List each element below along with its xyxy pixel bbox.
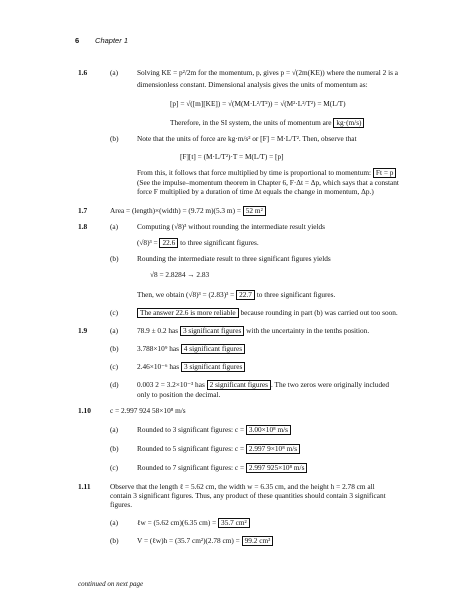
- text-line: The answer 22.6 is more reliable because rounding in part (b) was carried out too soon.: [137, 308, 398, 318]
- equation: [p] = √([m][KE]) = √(M(M·L²/T²)) = √(M²·L²/T²) = M(L/T): [170, 99, 346, 108]
- chapter-title: Chapter 1: [95, 36, 128, 45]
- text-line: Computing (√8)³ without rounding the intermediate result yields: [137, 222, 325, 231]
- answer-box: 99.2 cm³: [242, 536, 274, 546]
- text-line: Area = (length)×(width) = (9.72 m)(5.3 m) = 52 m²: [110, 206, 266, 216]
- problem-number: 1.6: [78, 68, 88, 77]
- part-label: (b): [110, 536, 119, 545]
- text-line: force F multiplied by a duration of time Δt equals the change in momentum, Δp.): [137, 187, 374, 196]
- text-line: V = (ℓw)h = (35.7 cm²)(2.78 cm) = 99.2 cm³: [137, 536, 273, 546]
- answer-box: Ft = p: [373, 168, 397, 178]
- answer-box: 22.7: [236, 290, 255, 300]
- answer-box: 2.997 9×10⁸ m/s: [246, 444, 300, 454]
- text-line: ℓw = (5.62 cm)(6.35 cm) = 35.7 cm²: [137, 518, 250, 528]
- text-line: Rounded to 3 significant figures: c = 3.00×10⁸ m/s: [137, 425, 291, 435]
- part-label: (c): [110, 463, 119, 472]
- problem-number: 1.9: [78, 326, 88, 335]
- answer-box: 52 m²: [243, 206, 266, 216]
- page-header: [75, 36, 128, 45]
- text-line: only to position the decimal.: [137, 390, 221, 399]
- text-line: (√8)³ = 22.6 to three significant figures.: [137, 238, 259, 247]
- answer-box: kg·(m/s): [333, 118, 364, 128]
- part-label: (b): [110, 134, 119, 143]
- text-line: Rounding the intermediate result to three significant figures yields: [137, 254, 331, 263]
- text-line: Rounded to 5 significant figures: c = 2.997 9×10⁸ m/s: [137, 444, 300, 454]
- text-line: (See the impulse–momentum theorem in Chapter 6, F·Δt = Δp, which says that a constant: [137, 178, 399, 187]
- answer-box: 2 significant figures: [207, 380, 271, 390]
- problem-number: 1.8: [78, 222, 88, 231]
- text-line: Then, we obtain (√8)³ = (2.83)³ = 22.7 to three significant figures.: [137, 290, 336, 299]
- part-label: (a): [110, 425, 119, 434]
- part-label: (b): [110, 344, 119, 353]
- text-line: Therefore, in the SI system, the units of momentum are kg·(m/s): [170, 118, 364, 128]
- problem-number: 1.10: [78, 406, 91, 415]
- text-line: Rounded to 7 significant figures: c = 2.997 925×10⁸ m/s: [137, 463, 307, 473]
- text-line: c = 2.997 924 58×10⁸ m/s: [110, 406, 186, 415]
- text-line: 2.46×10⁻⁶ has 3 significant figures: [137, 362, 245, 372]
- problem-number: 1.7: [78, 206, 88, 215]
- answer-box: 3 significant figures: [181, 362, 245, 372]
- text-line: dimensionless constant. Dimensional analysis gives the units of momentum as:: [137, 80, 368, 89]
- footer-note: continued on next page: [78, 580, 144, 588]
- answer-box: 3.00×10⁸ m/s: [246, 425, 291, 435]
- equation: √8 = 2.8284 → 2.83: [150, 270, 210, 279]
- text-line: Solving KE = p²/2m for the momentum, p, gives p = √(2m(KE)) where the numeral 2 is a: [137, 68, 399, 77]
- text-line: 0.003 2 = 3.2×10⁻³ has 2 significant figures . The two zeros were originally included: [137, 380, 389, 389]
- part-label: (a): [110, 518, 119, 527]
- text-line: figures.: [110, 500, 133, 509]
- answer-box: 2.997 925×10⁸ m/s: [246, 463, 308, 473]
- text-line: Note that the units of force are kg·m/s² or [F] = M·L/T². Then, observe that: [137, 134, 357, 143]
- part-label: (b): [110, 444, 119, 453]
- part-label: (a): [110, 68, 119, 77]
- page-number: 6: [75, 36, 80, 45]
- answer-box: 22.6: [159, 238, 178, 248]
- part-label: (c): [110, 362, 119, 371]
- equation: [F][t] = (M·L/T²)·T = M(L/T) = [p]: [180, 152, 284, 161]
- problem-number: 1.11: [78, 482, 91, 491]
- answer-box: 3 significant figures: [180, 326, 244, 336]
- part-label: (a): [110, 326, 119, 335]
- answer-box: 4 significant figures: [181, 344, 245, 354]
- text-line: 3.788×10⁹ has 4 significant figures: [137, 344, 245, 354]
- part-label: (c): [110, 308, 119, 317]
- part-label: (d): [110, 380, 119, 389]
- part-label: (b): [110, 254, 119, 263]
- text-line: 78.9 ± 0.2 has 3 significant figures with the uncertainty in the tenths position.: [137, 326, 370, 335]
- part-label: (a): [110, 222, 119, 231]
- answer-box: 35.7 cm²: [218, 518, 250, 528]
- text-line: From this, it follows that force multiplied by time is proportional to momentum: Ft = p: [137, 168, 396, 178]
- answer-box: The answer 22.6 is more reliable: [137, 308, 239, 318]
- text-line: Observe that the length ℓ = 5.62 cm, the width w = 6.35 cm, and the height h = 2.78 cm all: [110, 482, 375, 491]
- text-line: contain 3 significant figures. Thus, any product of these quantities should contain 3 significant: [110, 491, 386, 500]
